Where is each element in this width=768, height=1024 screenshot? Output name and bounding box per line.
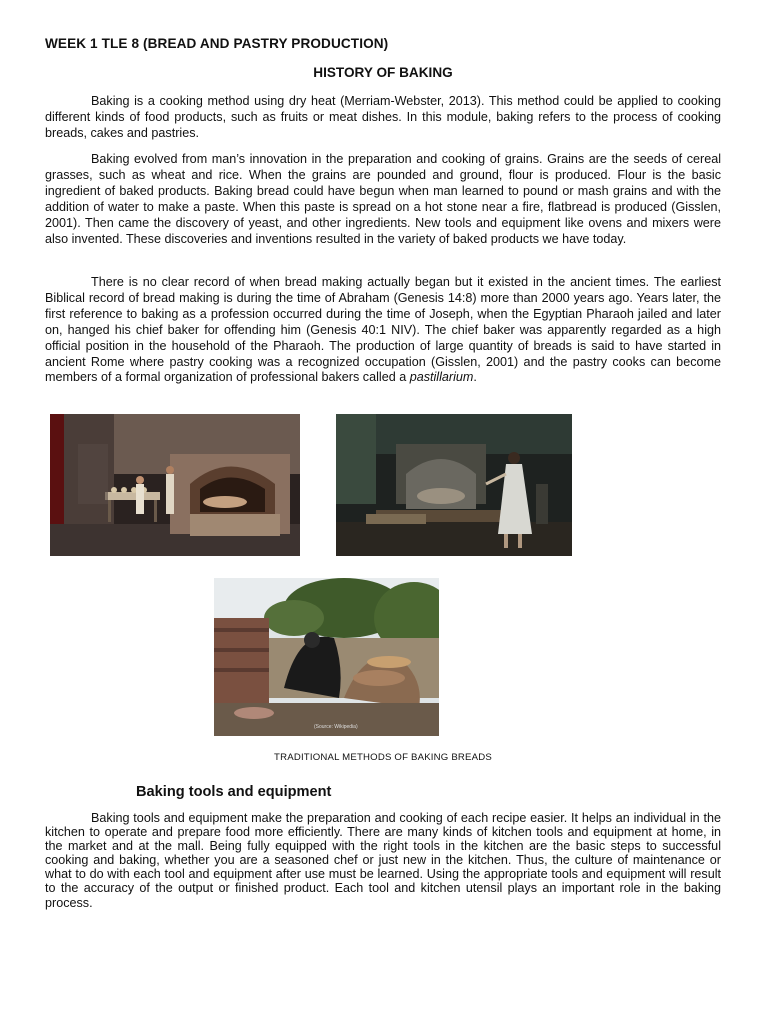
paragraph-history-end: .	[473, 370, 477, 385]
paragraph-history	[45, 275, 721, 386]
paragraph-evolution: Baking evolved from man’s innovation in the preparation and cooking of grains. Grains are the seeds of cereal grasses, such as wheat and rice. When the grains are pounded and ground, flour is produced. Flour is the basic ingredient of baked products. Baking bread could have begun when man learned to pound or mash grains and with the addition of water to make a paste. When this paste is spread on a hot stone near a fire, flatbread is produced (Gisslen, 2001). Then came the discovery of yeast, and other ingredients. New tools and equipment like ovens and mixers were also invented. These discoveries and inventions resulted in the variety of baked products we have today.	[45, 152, 721, 246]
image-watermark: (Source: Wikipedia)	[314, 724, 358, 730]
section-title: HISTORY OF BAKING	[313, 65, 453, 80]
pastillarium-term: pastillarium	[409, 370, 474, 385]
week-title: WEEK 1 TLE 8 (BREAD AND PASTRY PRODUCTION)	[45, 36, 389, 51]
paragraph-definition: Baking is a cooking method using dry heat (Merriam-Webster, 2013). This method could be applied to cooking different kinds of food products, such as fruits or meat dishes. In this module, baking refers to the process of cooking breads, cakes and pastries.	[45, 94, 721, 140]
subheading-tools: Baking tools and equipment	[136, 784, 332, 800]
paragraph-tools: Baking tools and equipment make the preparation and cooking of each recipe easier. It helps an individual in the kitchen to operate and prepare food more efficiently. There are many kinds of kitchen tools and equipment at home, in the market and at the mall. Being fully equipped with the right tools in the kitchen are the basic steps to successful cooking and baking, whether you are a seasoned chef or just new in the kitchen. Thus, the culture of maintenance or what to do with each tool and equipment after use must be learned. Using the appropriate tools and equipment will result to the accuracy of the output or finished product. Each tool and kitchen utensil plays an important role in the baking process.	[45, 811, 721, 910]
paragraph-history-text: There is no clear record of when bread making actually began but it existed in the ancient times. The earliest Biblical record of bread making is during the time of Abraham (Genesis 14:8) more than 2000 years ago. Years later, the first reference to baking as a profession occurred during the time of Joseph, when the Egyptian Pharaoh jailed and later on, hanged his chief baker for offending him (Genesis 40:1 NIV). The chief baker was apparently regarded as a high official position in the household of the Pharaoh. The production of large quantity of breads is said to have started in ancient Rome where pastry cooking was a recognized occupation (Gisslen, 2001) and the pastry cooks can become members of a formal organization of professional bakers called a	[45, 275, 721, 385]
woman-oven-photo	[336, 414, 572, 556]
diorama-bakery-photo	[50, 414, 300, 556]
figure-caption: TRADITIONAL METHODS OF BAKING BREADS	[274, 752, 492, 763]
outdoor-clay-oven-photo	[214, 578, 439, 736]
